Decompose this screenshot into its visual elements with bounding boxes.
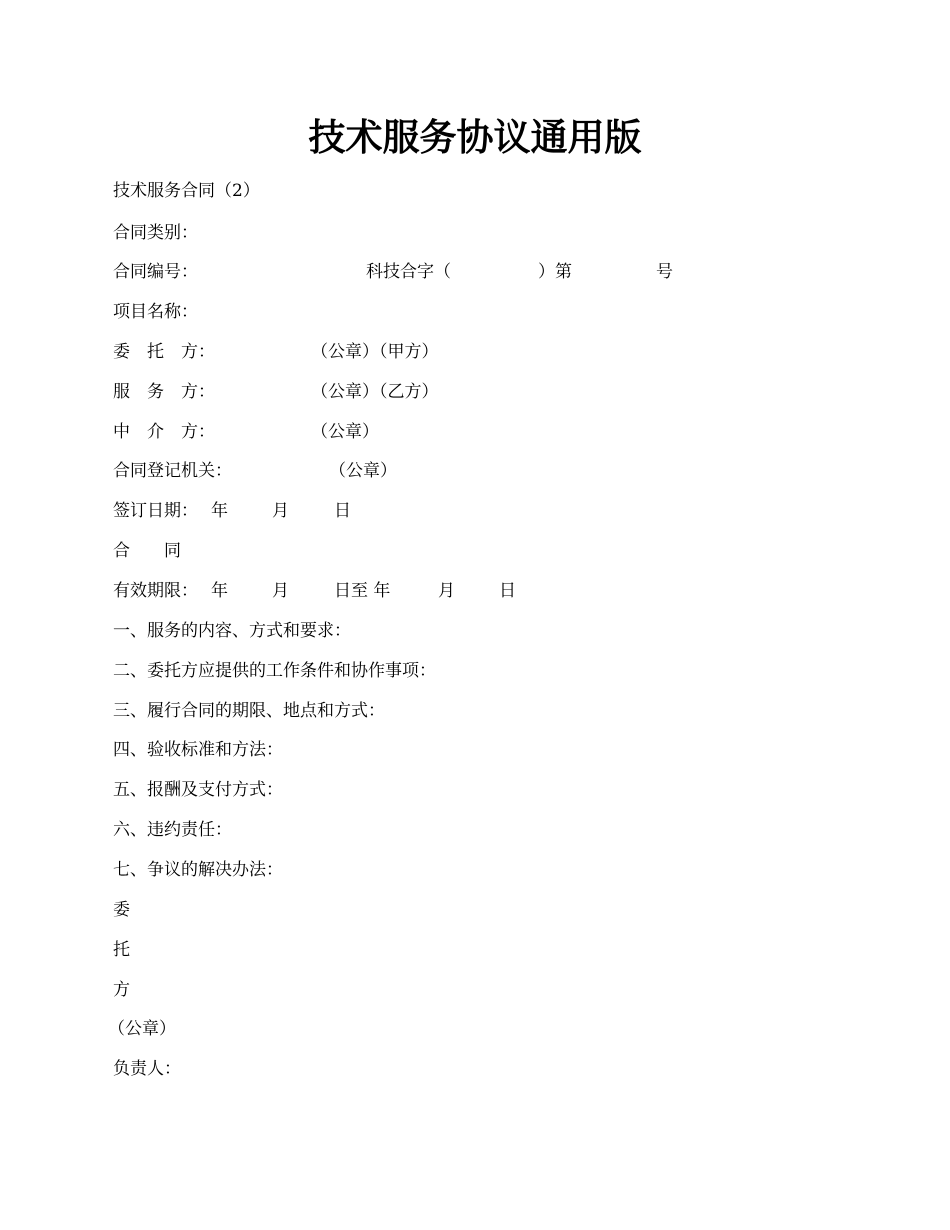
clause-2: 二、委托方应提供的工作条件和协作事项： xyxy=(113,661,436,681)
validity-month-start: 月 xyxy=(272,581,289,601)
document-title: 技术服务协议通用版 xyxy=(308,115,642,159)
registry-row xyxy=(113,459,613,483)
contract-number-row xyxy=(113,260,813,284)
responsible-person-label: 负责人： xyxy=(113,1059,181,1079)
contract-number-suffix: 号 xyxy=(656,262,673,282)
contract-number-label: 合同编号： xyxy=(113,262,198,282)
signature-stamp: （公章） xyxy=(108,1019,176,1039)
clause-6: 六、违约责任： xyxy=(113,820,232,840)
registry-stamp: （公章） xyxy=(329,461,397,481)
intermediary-party-label: 中 介 方： xyxy=(113,422,215,442)
contract-subtitle: 技术服务合同（2） xyxy=(113,181,260,201)
validity-year-start: 年 xyxy=(211,581,228,601)
signature-client-char-2: 托 xyxy=(113,940,130,960)
clause-7: 七、争议的解决办法： xyxy=(113,860,283,880)
registry-label: 合同登记机关： xyxy=(113,461,232,481)
clause-3: 三、履行合同的期限、地点和方式： xyxy=(113,701,385,721)
validity-day-to: 日至 年 xyxy=(334,581,391,601)
sign-date-year: 年 xyxy=(211,501,228,521)
sign-date-label: 签订日期： xyxy=(113,501,198,521)
provider-party-label: 服 务 方： xyxy=(113,382,215,402)
project-name-label: 项目名称： xyxy=(113,302,198,322)
sign-date-row xyxy=(113,499,613,523)
signature-client-char-3: 方 xyxy=(113,980,130,1000)
validity-label: 有效期限： xyxy=(113,581,198,601)
contract-type-label: 合同类别： xyxy=(113,223,198,243)
clause-1: 一、服务的内容、方式和要求： xyxy=(113,621,351,641)
sign-date-month: 月 xyxy=(272,501,289,521)
clause-4: 四、验收标准和方法： xyxy=(113,740,283,760)
clause-5: 五、报酬及支付方式： xyxy=(113,780,283,800)
provider-party-row xyxy=(113,380,613,404)
contract-heading: 合 同 xyxy=(113,541,181,561)
validity-month-end: 月 xyxy=(438,581,455,601)
contract-number-middle: ）第 xyxy=(538,262,572,282)
signature-client-char-1: 委 xyxy=(113,900,130,920)
validity-row xyxy=(113,579,613,603)
intermediary-party-row xyxy=(113,420,613,444)
client-party-label: 委 托 方： xyxy=(113,342,215,362)
validity-day-end: 日 xyxy=(499,581,516,601)
client-party-row xyxy=(113,340,613,364)
provider-party-stamp: （公章）（乙方） xyxy=(311,382,439,402)
contract-number-prefix: 科技合字（ xyxy=(366,262,451,282)
client-party-stamp: （公章）（甲方） xyxy=(311,342,439,362)
sign-date-day: 日 xyxy=(334,501,351,521)
intermediary-party-stamp: （公章） xyxy=(311,422,379,442)
